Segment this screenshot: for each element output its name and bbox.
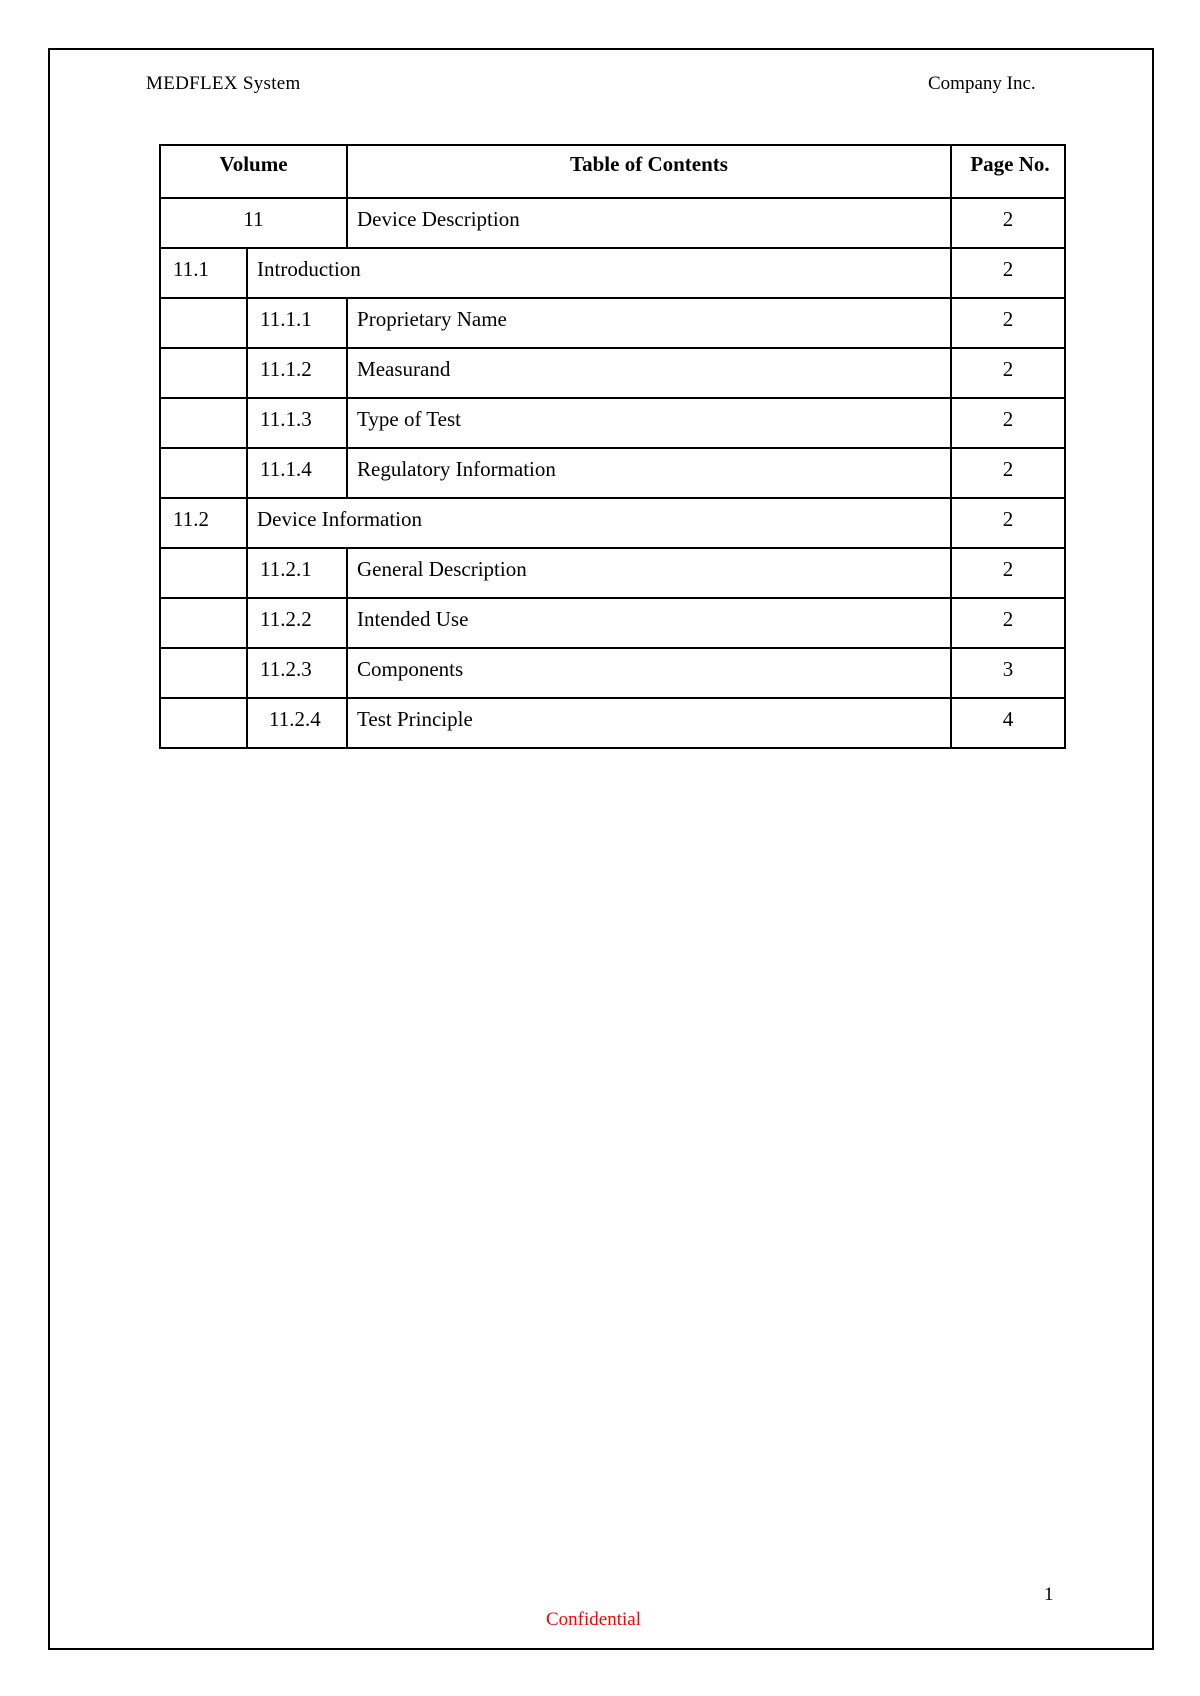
item-page: 2 bbox=[951, 448, 1065, 498]
item-page: 2 bbox=[951, 398, 1065, 448]
empty-cell bbox=[160, 348, 247, 398]
item-number: 11.1.1 bbox=[247, 298, 347, 348]
item-title: Proprietary Name bbox=[347, 298, 951, 348]
toc-item-row bbox=[160, 648, 1065, 698]
page-number: 1 bbox=[1044, 1584, 1054, 1605]
item-number: 11.1.3 bbox=[247, 398, 347, 448]
empty-cell bbox=[160, 648, 247, 698]
empty-cell bbox=[160, 698, 247, 748]
item-number: 11.2.4 bbox=[247, 698, 347, 748]
empty-cell bbox=[160, 598, 247, 648]
volume-column-header: Volume bbox=[160, 145, 347, 198]
confidential-label: Confidential bbox=[546, 1609, 641, 1630]
item-number: 11.2.3 bbox=[247, 648, 347, 698]
empty-cell bbox=[160, 298, 247, 348]
toc-item-row bbox=[160, 548, 1065, 598]
item-title: Measurand bbox=[347, 348, 951, 398]
item-page: 2 bbox=[951, 348, 1065, 398]
item-title: Regulatory Information bbox=[347, 448, 951, 498]
item-page: 4 bbox=[951, 698, 1065, 748]
table-of-contents bbox=[159, 144, 1066, 749]
empty-cell bbox=[160, 448, 247, 498]
item-title: Test Principle bbox=[347, 698, 951, 748]
item-number: 11.1.4 bbox=[247, 448, 347, 498]
item-page: 3 bbox=[951, 648, 1065, 698]
toc-item-row bbox=[160, 398, 1065, 448]
page-column-header: Page No. bbox=[951, 145, 1065, 198]
item-title: General Description bbox=[347, 548, 951, 598]
header-system-name: MEDFLEX System bbox=[146, 73, 301, 94]
toc-section-row bbox=[160, 248, 1065, 298]
item-number: 11.2.1 bbox=[247, 548, 347, 598]
volume-page: 2 bbox=[951, 198, 1065, 248]
contents-column-header: Table of Contents bbox=[347, 145, 951, 198]
item-page: 2 bbox=[951, 548, 1065, 598]
item-page: 2 bbox=[951, 298, 1065, 348]
toc-section-row bbox=[160, 498, 1065, 548]
item-page: 2 bbox=[951, 598, 1065, 648]
empty-cell bbox=[160, 548, 247, 598]
toc-item-row bbox=[160, 348, 1065, 398]
toc-item-row bbox=[160, 598, 1065, 648]
section-number: 11.2 bbox=[160, 498, 247, 548]
item-title: Intended Use bbox=[347, 598, 951, 648]
item-title: Components bbox=[347, 648, 951, 698]
section-number: 11.1 bbox=[160, 248, 247, 298]
volume-title: Device Description bbox=[347, 198, 951, 248]
toc-item-row bbox=[160, 448, 1065, 498]
section-page: 2 bbox=[951, 498, 1065, 548]
item-title: Type of Test bbox=[347, 398, 951, 448]
toc-item-row bbox=[160, 698, 1065, 748]
toc-header-row bbox=[160, 145, 1065, 198]
volume-number: 11 bbox=[160, 198, 347, 248]
item-number: 11.1.2 bbox=[247, 348, 347, 398]
section-title: Introduction bbox=[247, 248, 951, 298]
toc-item-row bbox=[160, 298, 1065, 348]
toc-volume-row bbox=[160, 198, 1065, 248]
empty-cell bbox=[160, 398, 247, 448]
header-company-name: Company Inc. bbox=[928, 73, 1036, 94]
item-number: 11.2.2 bbox=[247, 598, 347, 648]
section-title: Device Information bbox=[247, 498, 951, 548]
section-page: 2 bbox=[951, 248, 1065, 298]
